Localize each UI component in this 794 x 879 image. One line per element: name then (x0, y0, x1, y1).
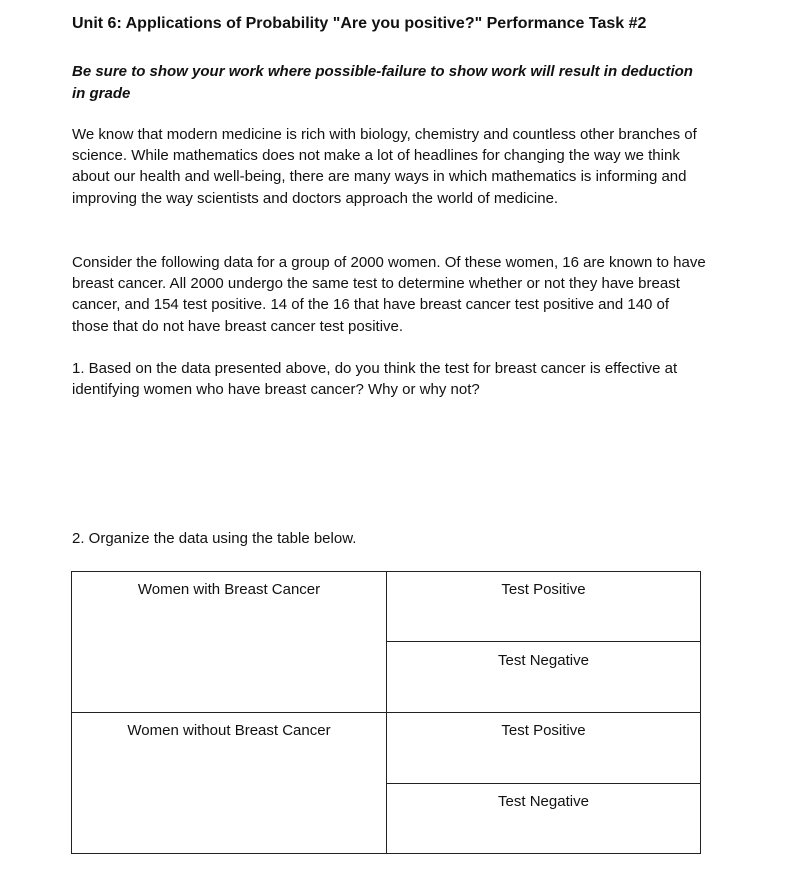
table-divider-outcome (386, 783, 700, 784)
work-instruction: Be sure to show your work where possible-failure to show work will result in deduction in grade (72, 63, 693, 102)
worksheet-title: Unit 6: Applications of Probability "Are you positive?" Performance Task #2 (72, 15, 647, 32)
question-1: 1. Based on the data presented above, do you think the test for breast cancer is effective at identifying women who have breast cancer? Why or why not? (72, 360, 678, 399)
table-outcome-positive: Test Positive (501, 722, 586, 739)
data-paragraph: Consider the following data for a group of 2000 women. Of these women, 16 are known to have breast cancer. All 2000 undergo the same test to determine whether or not they have breast cancer, and 154 test positive. 14 of the 16 that have breast cancer test positive and 140 of those that do not have breast cancer test positive. (72, 254, 706, 335)
table-outcome-negative: Test Negative (498, 793, 589, 810)
table-group-without-cancer: Women without Breast Cancer (127, 722, 331, 739)
table-group-with-cancer: Women with Breast Cancer (137, 581, 321, 598)
intro-paragraph: We know that modern medicine is rich with biology, chemistry and countless other branches of science. While mathematics does not make a lot of headlines for changing the way we think about our health and well-being, there are many ways in which mathematics is informing and improving the way scientists and doctors approach the world of medicine. (72, 126, 697, 207)
table-outcome-negative: Test Negative (498, 652, 589, 669)
table-divider-outcome (386, 641, 700, 642)
table-divider-group (72, 712, 700, 713)
table-outcome-positive: Test Positive (501, 581, 586, 598)
data-table (71, 571, 701, 854)
question-2: 2. Organize the data using the table below. (72, 530, 357, 547)
